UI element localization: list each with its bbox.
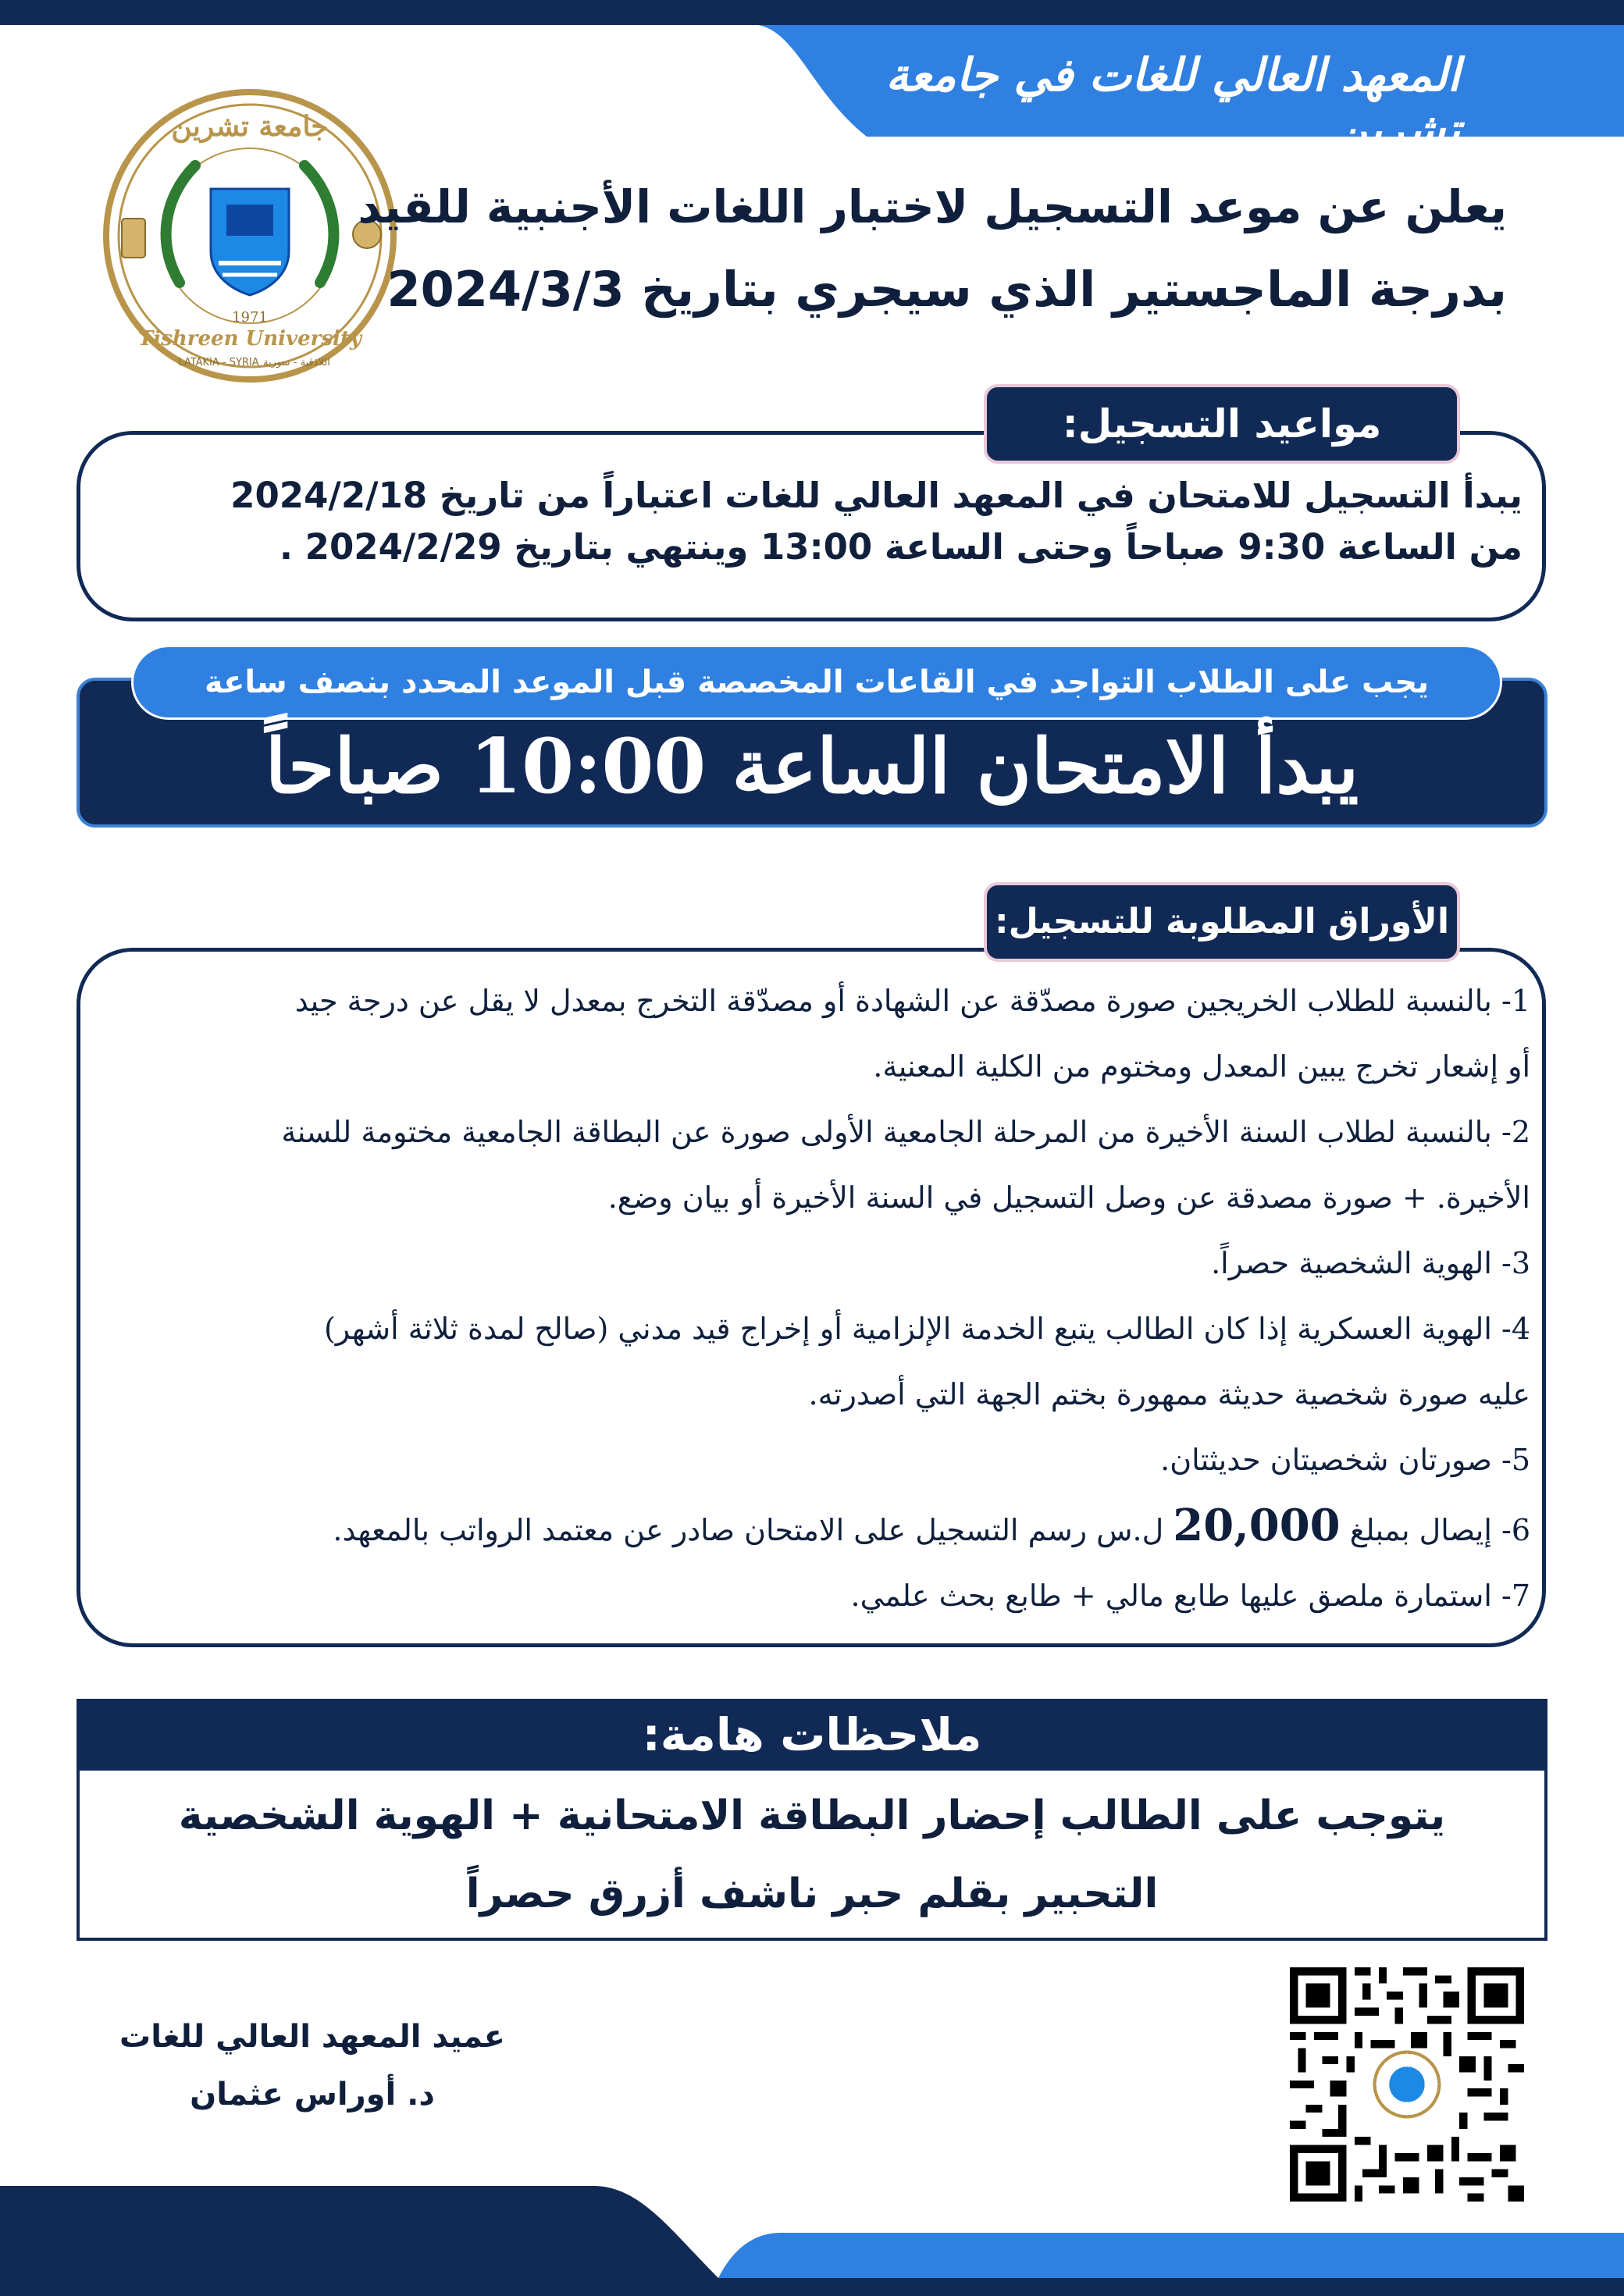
signature [117,2008,508,2123]
university-logo [102,87,398,384]
signature-title: عميد المعهد العالي للغات [119,2019,505,2055]
document-item-6-suffix: ل.س رسم التسجيل على الامتحان صادر عن معتمد الرواتب بالمعهد. [333,1513,1164,1547]
notes-line-2: التحبير بقلم حبر ناشف أزرق حصراً [465,1871,1159,1917]
notes-line-1: يتوجب على الطالب إحضار البطاقة الامتحانية + الهوية الشخصية [178,1792,1446,1839]
university-seal-icon [102,87,398,384]
document-item-1-line-1: 1- بالنسبة للطلاب الخريجين صورة مصدّقة عن الشهادة أو مصدّقة التخرج بمعدل لا يقل عن درجة جيد [294,984,1530,1018]
qr-code-icon[interactable] [1290,1967,1524,2202]
banner-title: المعهد العالي للغات في جامعة تشرين [885,48,1460,156]
exam-start-time: يبدأ الامتحان الساعة 10:00 صباحاً [265,722,1359,810]
document-item-2-line-1: 2- بالنسبة لطلاب السنة الأخيرة من المرحلة الجامعية الأولى صورة عن البطاقة الجامعية مختومة للسنة [281,1115,1530,1149]
registration-line-1: يبدأ التسجيل للامتحان في المعهد العالي للغات اعتباراً من تاريخ 2024/2/18 [230,475,1522,516]
fee-amount: 20,000 [1173,1500,1341,1551]
document-item-6-prefix: 6- إيصال بمبلغ [1349,1513,1530,1547]
notes-body [77,1771,1547,1941]
logo-arabic-name: جامعة تشرين [171,110,329,143]
notes-title: ملاحظات هامة: [77,1699,1547,1771]
document-item-3: 3- الهوية الشخصية حصراً. [1211,1246,1530,1280]
document-item-1-line-2: أو إشعار تخرج يبين المعدل ومختوم من الكلية المعنية. [873,1049,1530,1084]
headline-line-2: بدرجة الماجستير الذي سيجري بتاريخ 2024/3/3 [386,261,1507,318]
signature-name: د. أوراس عثمان [190,2077,435,2113]
logo-location-ar: اللاذقية - سورية [263,357,330,368]
registration-text [133,470,1522,573]
documents-tab: الأوراق المطلوبة للتسجيل: [984,882,1460,962]
registration-tab: مواعيد التسجيل: [984,384,1460,464]
logo-location: LATAKIA - SYRIA [178,357,259,368]
headline [358,166,1507,331]
document-item-5: 5- صورتان شخصيتان حديثتان. [1160,1443,1530,1477]
logo-english-name: Tishreen University [138,327,361,351]
document-item-6 [102,1493,1530,1563]
document-item-7: 7- استمارة ملصق عليها طابع مالي + طابع بحث علمي. [850,1579,1530,1613]
headline-line-1: يعلن عن موعد التسجيل لاختبار اللغات الأجنبية للقيد [358,180,1507,233]
documents-list [102,968,1530,1629]
exam-notice-text: يجب على الطلاب التواجد في القاعات المخصصة قبل الموعد المحدد بنصف ساعة [204,664,1430,700]
document-item-2-line-2: الأخيرة. + صورة مصدقة عن وصل التسجيل في السنة الأخيرة أو بيان وضع. [607,1180,1530,1215]
document-item-4-line-1: 4- الهوية العسكرية إذا كان الطالب يتبع الخدمة الإلزامية أو إخراج قيد مدني (صالح لمدة ثلاثة أشهر) [323,1312,1530,1346]
registration-line-2: من الساعة 9:30 صباحاً وحتى الساعة 13:00 وينتهي بتاريخ 2024/2/29 . [279,526,1522,568]
logo-year: 1971 [232,309,268,326]
bottom-banner-shape [0,2177,1624,2296]
document-item-4-line-2: عليه صورة شخصية حديثة ممهورة بختم الجهة التي أصدرته. [808,1377,1530,1411]
